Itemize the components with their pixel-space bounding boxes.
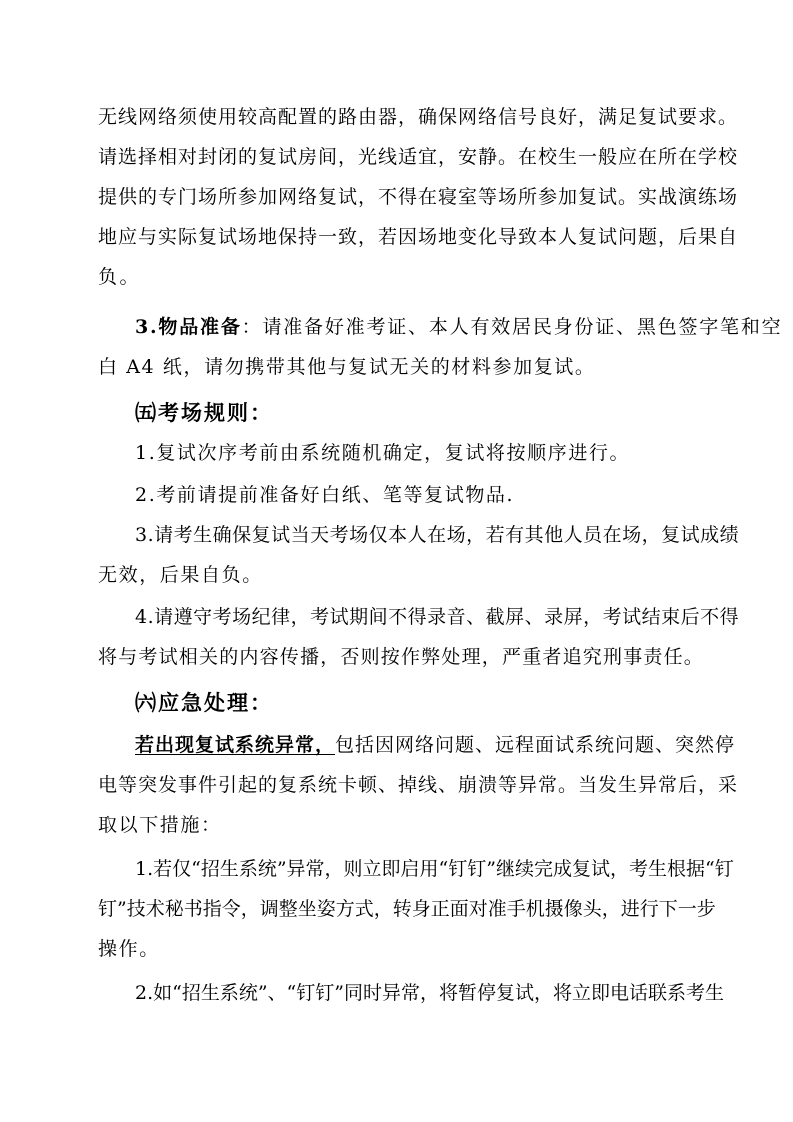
rule-item-continuation: 无效，后果自负。 (98, 564, 263, 586)
paragraph-line: 取以下措施： (98, 814, 222, 836)
measure-item-continuation: 操作。 (98, 938, 160, 960)
item-preparation-line (135, 314, 782, 340)
item-preparation-text: ：请准备好准考证、本人有效居民身份证、黑色签字笔和空 (241, 316, 783, 338)
paragraph-line: 负。 (98, 266, 142, 288)
rule-item: 2.考前请提前准备好白纸、笔等复试物品. (135, 484, 515, 506)
paragraph-line: 白 A4 纸，请勿携带其他与复试无关的材料参加复试。 (98, 356, 596, 378)
section-heading-exam-rules: ㈤考场规则： (135, 400, 273, 425)
paragraph-line: 无线网络须使用较高配置的路由器，确保网络信号良好，满足复试要求。 (98, 106, 739, 128)
measure-item-continuation: 钉”技术秘书指令，调整坐姿方式，转身正面对准手机摄像头，进行下一步 (98, 898, 716, 920)
paragraph-line: 地应与实际复试场地保持一致，若因场地变化导致本人复试问题，后果自 (98, 226, 739, 248)
rule-item: 3.请考生确保复试当天考场仅本人在场，若有其他人员在场，复试成绩 (135, 524, 740, 546)
system-anomaly-emphasis: 若出现复试系统异常， (135, 734, 336, 756)
paragraph-line: 提供的专门场所参加网络复试，不得在寝室等场所参加复试。实战演练场 (98, 186, 739, 208)
rule-item: 1.复试次序考前由系统随机确定，复试将按顺序进行。 (135, 442, 631, 464)
measure-item: 1.若仅“招生系统”异常，则立即启用“钉钉”继续完成复试，考生根据“钉 (135, 858, 734, 880)
system-anomaly-text: 包括因网络问题、远程面试系统问题、突然停 (335, 734, 736, 756)
measure-item: 2.如“招生系统”、“钉钉”同时异常，将暂停复试，将立即电话联系考生 (135, 982, 724, 1004)
rule-item-continuation: 将与考试相关的内容传播，否则按作弊处理，严重者追究刑事责任。 (98, 646, 705, 668)
item-preparation-title: 3.物品准备 (135, 316, 242, 338)
section-heading-emergency: ㈥应急处理： (135, 690, 273, 715)
rule-item: 4.请遵守考场纪律，考试期间不得录音、截屏、录屏，考试结束后不得 (135, 606, 740, 628)
emergency-paragraph-line (135, 732, 736, 758)
paragraph-line: 电等突发事件引起的复系统卡顿、掉线、崩溃等异常。当发生异常后，采 (98, 774, 739, 796)
paragraph-line: 请选择相对封闭的复试房间，光线适宜，安静。在校生一般应在所在学校 (98, 146, 739, 168)
